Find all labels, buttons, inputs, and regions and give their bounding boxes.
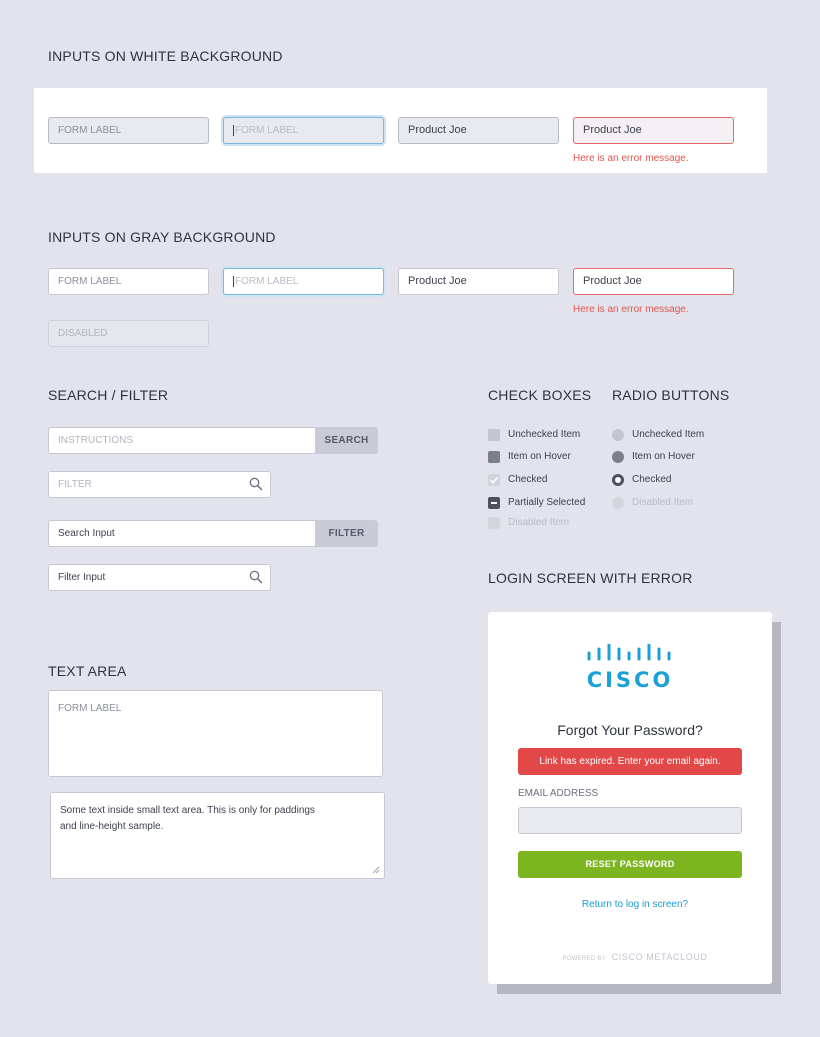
radio-circle [612, 497, 624, 509]
return-to-login-link[interactable]: Return to log in screen? [581, 899, 689, 910]
cisco-logo-text: CISCO [586, 668, 674, 692]
radio-label: Unchecked Item [632, 429, 705, 440]
radio-circle[interactable] [612, 429, 624, 441]
search-icon[interactable] [249, 570, 263, 584]
radio-circle[interactable] [612, 451, 624, 463]
section-title-white: INPUTS ON WHITE BACKGROUND [48, 48, 283, 64]
error-input[interactable]: Product Joe [573, 117, 734, 144]
error-message-gray: Here is an error message. [573, 304, 689, 315]
powered-by [488, 952, 782, 962]
textarea-empty[interactable] [48, 690, 383, 777]
section-title-login: LOGIN SCREEN WITH ERROR [488, 570, 693, 586]
filter-input-filled[interactable]: Filter Input [48, 564, 271, 591]
powered-by-label: POWERED BY [562, 956, 607, 962]
textarea-label: FORM LABEL [58, 703, 122, 714]
search-instructions-input[interactable]: INSTRUCTIONS [48, 427, 315, 454]
textarea-filled[interactable] [50, 792, 385, 879]
checkbox-box [488, 517, 500, 529]
radio-label: Item on Hover [632, 451, 695, 462]
checkmark-icon[interactable] [488, 474, 500, 486]
filled-input-gray[interactable]: Product Joe [398, 268, 559, 295]
section-title-gray: INPUTS ON GRAY BACKGROUND [48, 229, 276, 245]
section-title-checkboxes: CHECK BOXES [488, 387, 592, 403]
checkbox-box[interactable] [488, 451, 500, 463]
search-icon[interactable] [249, 477, 263, 491]
checkbox-label: Partially Selected [508, 497, 586, 508]
checkbox-label: Checked [508, 474, 548, 485]
minus-icon[interactable] [488, 497, 500, 509]
focused-input-gray[interactable] [223, 268, 384, 295]
email-label: EMAIL ADDRESS [518, 788, 599, 799]
textarea-line: Some text inside small text area. This is only for paddings [60, 805, 315, 816]
text-caret [233, 276, 234, 287]
section-title-textarea: TEXT AREA [48, 663, 127, 679]
section-title-search: SEARCH / FILTER [48, 387, 169, 403]
radio-label: Checked [632, 474, 672, 485]
brand-name: CISCO METACLOUD [611, 952, 708, 962]
search-button[interactable]: SEARCH [315, 427, 378, 454]
search-input[interactable]: Search Input [48, 520, 315, 547]
text-caret [233, 125, 234, 136]
login-error-banner: Link has expired. Enter your email again. [518, 748, 742, 775]
textarea-line: and line-height sample. [60, 821, 164, 832]
disabled-input: DISABLED [48, 320, 209, 347]
reset-password-button[interactable]: RESET PASSWORD [518, 851, 742, 878]
login-heading: Forgot Your Password? [557, 722, 703, 738]
checkbox-label: Unchecked Item [508, 429, 581, 440]
error-input-gray[interactable]: Product Joe [573, 268, 734, 295]
filled-input[interactable]: Product Joe [398, 117, 559, 144]
email-field[interactable] [518, 807, 742, 834]
filter-button[interactable]: FILTER [315, 520, 378, 547]
radio-label: Disabled Item [632, 497, 694, 508]
cisco-bars-icon [587, 644, 671, 666]
focused-input[interactable] [223, 117, 384, 144]
resize-handle-icon[interactable] [372, 866, 380, 874]
login-card [488, 612, 772, 984]
checkbox-label: Item on Hover [508, 451, 571, 462]
error-message: Here is an error message. [573, 153, 689, 164]
checkbox-box[interactable] [488, 429, 500, 441]
filter-input[interactable]: FILTER [48, 471, 271, 498]
section-title-radios: RADIO BUTTONS [612, 387, 730, 403]
radio-circle[interactable] [612, 474, 624, 486]
form-label-input[interactable]: FORM LABEL [48, 117, 209, 144]
form-label-input-gray[interactable]: FORM LABEL [48, 268, 209, 295]
focused-input-placeholder: FORM LABEL [235, 276, 299, 287]
checkbox-label: Disabled Item [508, 517, 570, 528]
focused-input-placeholder: FORM LABEL [235, 125, 299, 136]
